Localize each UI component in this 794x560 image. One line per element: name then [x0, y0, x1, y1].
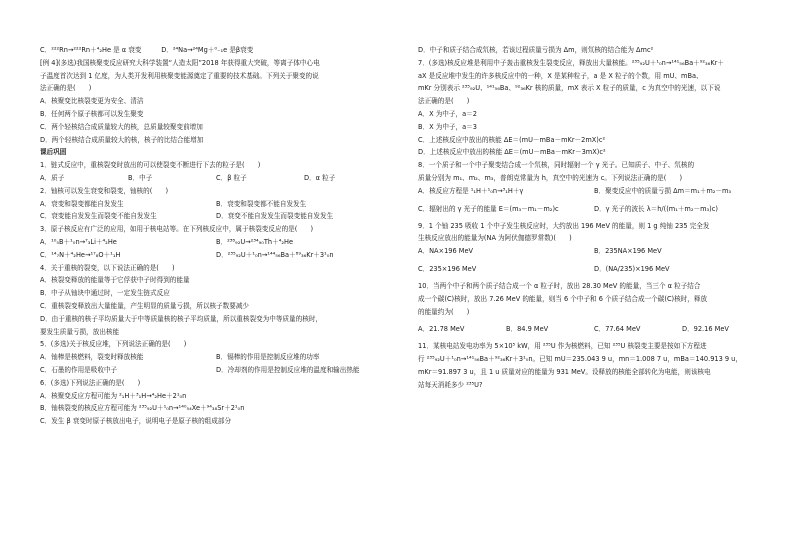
question-1-options [40, 172, 392, 185]
option-line: A．核聚变比核裂变更为安全、清洁 [40, 97, 144, 106]
option-line: C．重核裂变释放出大量能量，产生明显的质量亏损，所以核子数要减少 [40, 301, 250, 310]
question-8-options [418, 198, 770, 220]
option-line: A．X 为中子，a＝2 [418, 109, 477, 118]
option: C．77.64 MeV [594, 325, 641, 334]
option-line: B．X 为中子，a＝3 [418, 122, 477, 131]
question-10-stem: 10．当两个中子和两个质子结合成一个 α 粒子时，放出 28.30 MeV 的能量，当三个 α 粒子结合 [418, 281, 701, 290]
question-7-stem: 7．(多选)核反应堆是利用中子轰击重核发生裂变反应，释放出大量核能。²³⁵₉₂U＋¹₀n→¹⁴¹₅₆Ba＋⁹²₃₆Kr＋ [418, 58, 724, 67]
option-line: B．任何两个原子核都可以发生聚变 [40, 109, 144, 118]
option-line: D．中子和质子结合成氘核，若该过程质量亏损为 Δm，则氘核的结合能为 Δmc² [418, 46, 654, 54]
question-6-stem: 6．(多选)下列说法正确的是( ) [40, 378, 141, 387]
question-4-stem: 4．关于重核的裂变，以下说法正确的是( ) [40, 263, 175, 272]
text-line: aX 是反应堆中发生的许多核反应中的一种，X 是某种粒子，a 是 X 粒子的个数，用 mU、mBa、 [418, 71, 703, 80]
text-line: 子温度首次达到 1 亿度，为人类开发利用核聚变能源奠定了重要的技术基础。下列关于聚变的说 [40, 71, 319, 80]
option-line: D．两个轻核结合成质量较大的核，核子的比结合能增加 [40, 135, 204, 144]
question-1-stem: 1．链式反应中，重核裂变时放出的可以使裂变不断进行下去的粒子是( ) [40, 161, 261, 170]
question-2-options [40, 210, 392, 223]
option: A．NA×196 MeV [418, 247, 474, 256]
option: C．辐射出的 γ 光子的能量 E＝(m₃－m₁－m₂)c [418, 204, 559, 213]
question-2-stem: 2．铀核可以发生衰变和裂变，铀核的( ) [40, 186, 169, 195]
option: B．聚变反应中的质量亏损 Δm＝m₁＋m₂－m₃ [594, 186, 732, 195]
option: A．核反应方程是 ¹₁H＋¹₀n→³₁H＋γ [418, 186, 524, 195]
option: C．235×196 MeV [418, 264, 477, 273]
option: B．衰变和裂变都不能自发发生 [216, 199, 307, 208]
option: D．92.16 MeV [682, 325, 729, 334]
left-column [40, 44, 392, 428]
option-line: C．上述核反应中放出的核能 ΔE＝(mU－mBa－mKr－2mX)c² [418, 135, 606, 144]
option-line: B．铀核裂变的核反应方程可能为 ²³⁵₉₂U＋¹₀n→¹⁴⁰₅₄Xe＋⁹⁴₃₈Sr＋2¹₀n [40, 404, 245, 413]
text-line: 法正确的是( ) [40, 84, 92, 93]
option-line: A．核裂变释放的能量等于它俘获中子时得到的能量 [40, 276, 190, 285]
text-line: 质量分别为 m₁、m₂、m₃，普朗克常量为 h，真空中的光速为 c。下列说法正确的是( ) [418, 173, 683, 182]
option: D．α 粒子 [304, 173, 336, 182]
text-line: mKr 分别表示 ²³⁵₉₂U、¹⁴¹₅₆Ba、⁹²₃₆Kr 核的质量，mX 表示 X 粒子的质量，c 为真空中的光速，以下说 [418, 84, 721, 93]
right-column [418, 44, 770, 392]
option-line: D．由于重核的核子平均质量大于中等质量核的核子平均质量，所以重核裂变为中等质量的核时， [40, 314, 323, 323]
option: D．(NA/235)×196 MeV [594, 264, 670, 273]
option: A．¹⁰₅B＋¹₀n→⁷₃Li＋⁴₂He [40, 237, 117, 246]
option: B．84.9 MeV [506, 325, 549, 334]
question-5-options [40, 364, 392, 377]
question-8-stem: 8．一个质子和一个中子聚变结合成一个氘核，同时辐射一个 γ 光子。已知质子、中子、氘核的 [418, 161, 695, 170]
example-4-stem: [例 4](多选)我国核聚变反应研究大科学装置“人造太阳”2018 年获得重大突破，等离子体中心电 [40, 58, 320, 67]
option: A．铀棒是核燃料，裂变时释放核能 [40, 353, 144, 362]
text-line: 法正确的是( ) [418, 97, 470, 106]
option-line: C．两个轻核结合成质量较大的核，总质量较聚变前增加 [40, 122, 203, 131]
option: A．21.78 MeV [418, 325, 465, 334]
option: D．衰变不能自发发生而裂变能自发发生 [216, 212, 334, 221]
question-8-options [418, 185, 770, 198]
option-line: D．上述核反应中放出的核能 ΔE＝(mU－mBa－mKr－3mX)c² [418, 148, 606, 157]
option: A．质子 [40, 173, 65, 182]
text-line: C．²²²Rn→²²²Rn＋⁴₂He 是 α 衰变 D．²⁴Na→²⁴Mg＋⁰₋₁e 是β衰变 [40, 46, 254, 54]
question-10-options [418, 318, 770, 340]
option: C．β 粒子 [216, 173, 247, 182]
question-5-options [40, 351, 392, 364]
question-5-stem: 5．(多选)关于核反应堆，下列说法正确的是( ) [40, 340, 187, 349]
text-line: mKr＝91.897 3 u，且 1 u 质量对应的能量为 931 MeV。设释放的核能全部转化为电能，则该核电 [418, 367, 711, 376]
question-3-stem: 3．原子核反应有广泛的应用，如用于核电站等。在下列核反应中，属于核裂变反应的是( ) [40, 225, 314, 234]
option-line: B．中子从铀块中通过时，一定发生链式反应 [40, 289, 170, 298]
text-line: 生核反应放出的能量为(NA 为阿伏伽德罗常数)( ) [418, 234, 572, 243]
option: B．镉棒的作用是控制反应堆的功率 [216, 353, 320, 362]
question-3-options [40, 236, 392, 249]
option: B．235NA×196 MeV [594, 247, 662, 256]
option: C．¹⁴₇N＋⁴₂He→¹⁷₈O＋¹₁H [40, 250, 121, 259]
question-11-stem: 11．某核电站发电功率为 5×10⁵ kW，用 ²³⁵U 作为核燃料，已知 ²³⁵U 核裂变主要是按如下方程进 [418, 342, 707, 351]
option-line: C．发生 β 衰变时原子核放出电子，说明电子是原子核的组成部分 [40, 417, 232, 426]
option: C．衰变能自发发生而裂变不能自发发生 [40, 212, 157, 221]
text-line: 成一个碳(C)核时，放出 7.26 MeV 的能量，则当 6 个中子和 6 个质子结合成一个碳(C)核时，释放 [418, 294, 708, 303]
option: B．²³⁸₉₂U→²³⁴₉₀Th＋⁴₂He [216, 237, 294, 246]
text-line: 的能量约为( ) [418, 307, 470, 316]
option: D．γ 光子的波长 λ＝h/((m₁＋m₂－m₃)c) [594, 204, 718, 213]
question-9-options [418, 245, 770, 258]
question-2-options [40, 198, 392, 211]
option: C．石墨的作用是吸收中子 [40, 365, 118, 374]
text-line: 站每天消耗多少 ²³⁵U? [418, 380, 483, 389]
option: B．中子 [128, 173, 153, 182]
text-line: 要发生质量亏损，放出核能 [40, 327, 120, 336]
option: D．冷却剂的作用是控制反应堆的温度和输出热能 [216, 365, 360, 374]
section-heading: 课后巩固 [40, 148, 67, 157]
question-9-options [418, 258, 770, 280]
question-3-options [40, 249, 392, 262]
option-line: A．核聚变反应方程可能为 ²₁H＋³₁H→⁴₂He＋2¹₀n [40, 391, 187, 400]
option: A．衰变和裂变都能自发发生 [40, 199, 124, 208]
question-9-stem: 9．1 个铀 235 吸收 1 个中子发生核反应时，大约放出 196 MeV 的能量，则 1 g 纯铀 235 完全发 [418, 221, 710, 230]
text-line: 行 ²³⁵₉₂U＋¹₀n→¹⁴¹₅₆Ba＋⁹²₃₆Kr＋3¹₀n。已知 mU＝235.043 9 u，mn＝1.008 7 u，mBa＝140.913 9 u， [418, 355, 742, 364]
option: D．²³⁵₉₂U＋¹₀n→¹⁴⁴₅₆Ba＋⁸⁹₃₆Kr＋3¹₀n [216, 250, 334, 259]
